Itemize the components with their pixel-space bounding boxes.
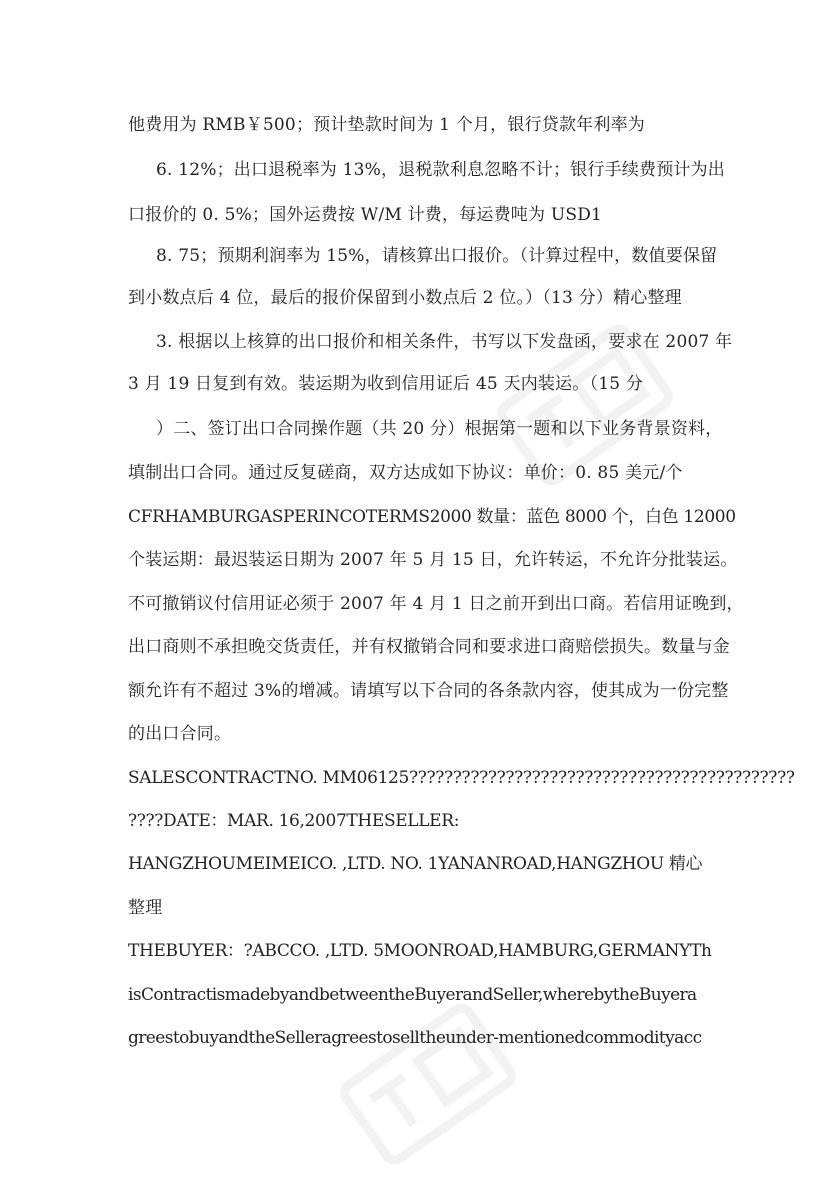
text-line: CFRHAMBURGASPERINCOTERMS2000 数量：蓝色 8000 个，白色 12000 <box>128 507 736 527</box>
text-line: HANGZHOUMEIMEICO. ,LTD. NO. 1YANANROAD,HANGZHOU 精心 <box>128 854 703 874</box>
text-line: 额允许有不超过 3%的增减。请填写以下合同的各条款内容，使其成为一份完整 <box>128 681 729 701</box>
watermark-stamp-icon <box>470 290 700 520</box>
text-line: 到小数点后 4 位，最后的报价保留到小数点后 2 位。）（13 分）精心整理 <box>128 288 682 308</box>
text-line: 填制出口合同。通过反复磋商，双方达成如下协议：单价：0. 85 美元/个 <box>128 463 683 483</box>
text-line: 不可撤销议付信用证必须于 2007 年 4 月 1 日之前开到出口商。若信用证晚到， <box>128 594 744 614</box>
watermark-stamp-icon <box>310 980 540 1180</box>
text-line: 他费用为 RMB￥500；预计垫款时间为 1 个月，银行贷款年利率为 <box>128 115 645 135</box>
text-line: greestobuyandtheSelleragreestoselltheunder-mentionedcommodityacc <box>128 1028 702 1048</box>
text-line: 8. 75；预期利润率为 15%，请核算出口报价。（计算过程中，数值要保留 <box>156 246 718 266</box>
text-line: ????DATE：MAR. 16,2007THESELLER: <box>128 811 460 831</box>
text-line: ）二、签订出口合同操作题（共 20 分）根据第一题和以下业务背景资料， <box>156 419 723 439</box>
text-line: 个装运期：最迟装运日期为 2007 年 5 月 15 日，允许转运，不允许分批装运。 <box>128 550 738 570</box>
text-line: 出口商则不承担晚交货责任，并有权撤销合同和要求进口商赔偿损失。数量与金 <box>128 637 730 657</box>
text-line: 6. 12%；出口退税率为 13%，退税款利息忽略不计；银行手续费预计为出 <box>156 160 725 180</box>
text-line: 的出口合同。 <box>128 724 232 744</box>
text-line: isContractismadebyandbetweentheBuyerandSeller,wherebytheBuyera <box>128 985 697 1005</box>
text-line: 3. 根据以上核算的出口报价和相关条件，书写以下发盘函，要求在 2007 年 <box>156 332 733 352</box>
text-line: SALESCONTRACTNO. MM06125???????????????????????????????????????????? <box>128 768 795 788</box>
text-line: THEBUYER：?ABCCO. ,LTD. 5MOONROAD,HAMBURG,GERMANYTh <box>128 941 712 961</box>
text-line: 整理 <box>128 898 163 918</box>
text-line: 口报价的 0. 5%；国外运费按 W/M 计费，每运费吨为 USD1 <box>128 205 603 225</box>
text-line: 3 月 19 日复到有效。装运期为收到信用证后 45 天内装运。（15 分 <box>128 374 644 394</box>
